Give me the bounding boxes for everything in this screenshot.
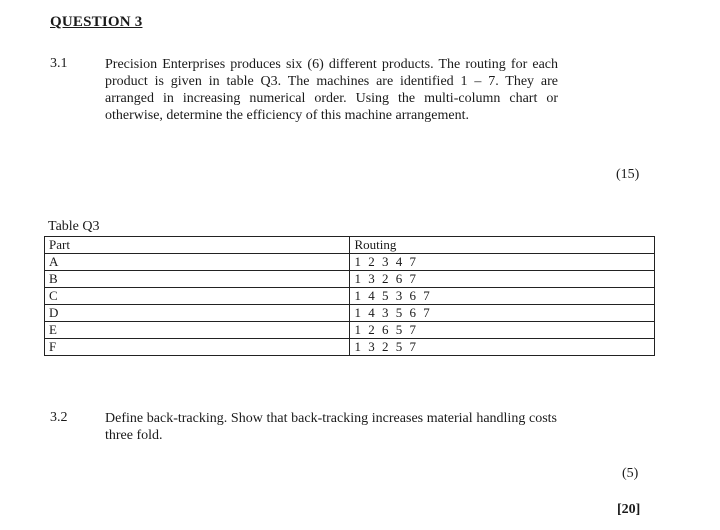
table-row xyxy=(45,271,655,288)
part-cell: A xyxy=(45,254,350,271)
table-header-row xyxy=(45,237,655,254)
routing-cell: 1 2 3 4 7 xyxy=(350,254,655,271)
routing-cell: 1 4 5 3 6 7 xyxy=(350,288,655,305)
routing-cell: 1 3 2 5 7 xyxy=(350,339,655,356)
routing-cell: 1 2 6 5 7 xyxy=(350,322,655,339)
question-3-2-marks: (5) xyxy=(622,466,639,481)
question-3-1-text: Precision Enterprises produces six (6) different products. The routing for each product is given in table Q3. The machines are identified 1 – 7. They are arranged in increasing numerical order. Using the multi-column chart or otherwise, determine the efficiency of this machine arrangement. xyxy=(105,57,558,123)
table-row xyxy=(45,305,655,322)
routing-cell: 1 3 2 6 7 xyxy=(350,271,655,288)
part-cell: D xyxy=(45,305,350,322)
question-3-2-text: Define back-tracking. Show that back-tracking increases material handling costs three fold. xyxy=(105,411,557,443)
table-row xyxy=(45,254,655,271)
question-3-2-number: 3.2 xyxy=(50,410,68,425)
routing-table xyxy=(44,236,655,356)
part-cell: C xyxy=(45,288,350,305)
part-cell: B xyxy=(45,271,350,288)
column-header-routing: Routing xyxy=(350,237,655,254)
part-cell: F xyxy=(45,339,350,356)
total-marks: [20] xyxy=(617,502,641,517)
part-cell: E xyxy=(45,322,350,339)
question-3-1-marks: (15) xyxy=(616,167,640,182)
column-header-part: Part xyxy=(45,237,350,254)
question-heading: QUESTION 3 xyxy=(50,14,143,30)
routing-cell: 1 4 3 5 6 7 xyxy=(350,305,655,322)
table-row xyxy=(45,288,655,305)
question-3-1-number: 3.1 xyxy=(50,56,68,71)
table-caption: Table Q3 xyxy=(48,219,100,234)
table-row xyxy=(45,322,655,339)
table-row xyxy=(45,339,655,356)
